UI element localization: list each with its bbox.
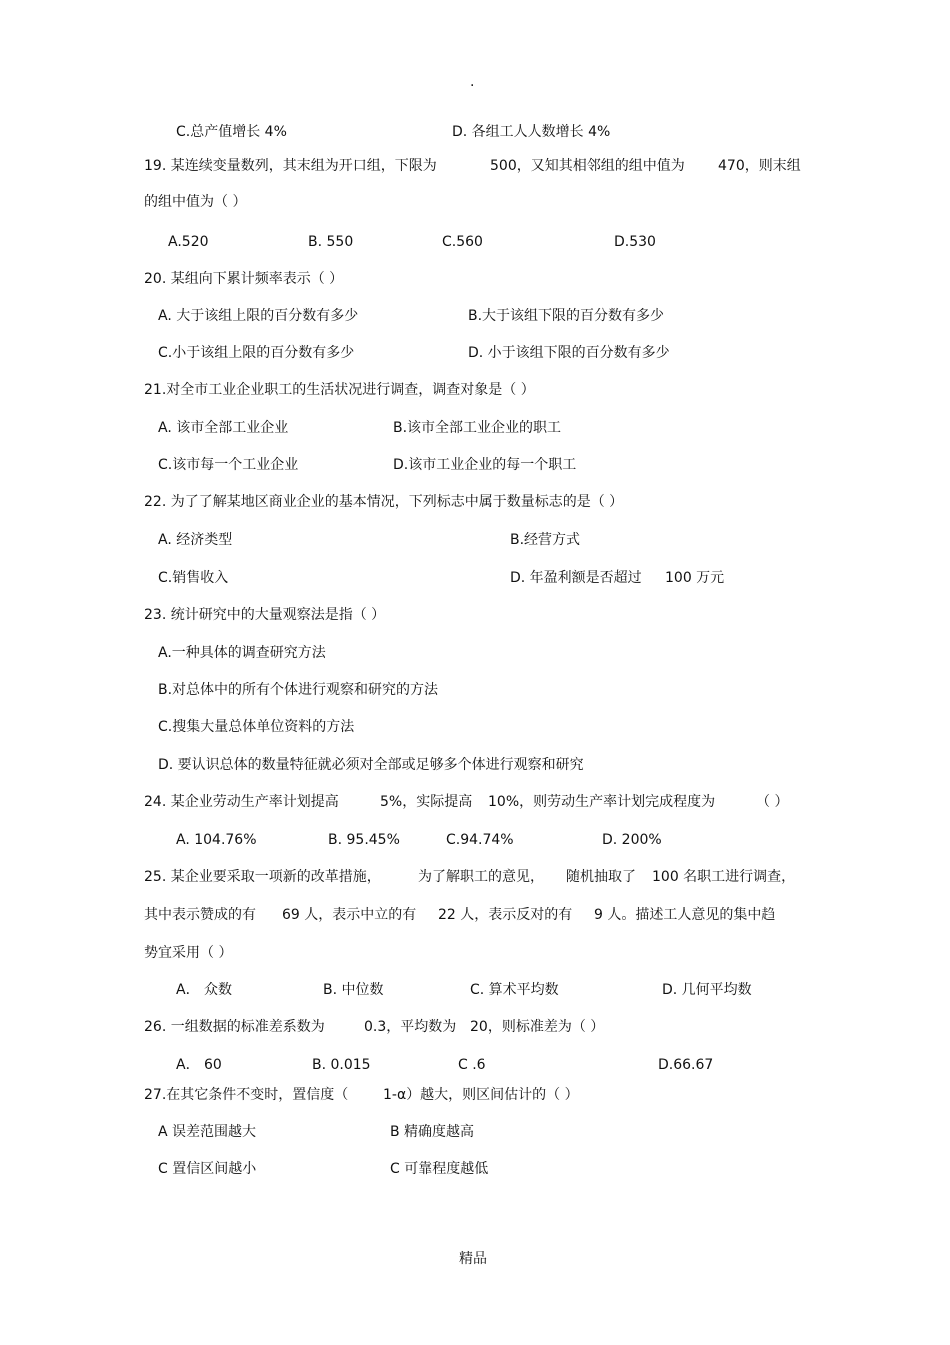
q27-stem-part2: 1-α）越大，则区间估计的（ ）: [383, 1087, 579, 1103]
q25-line1-part3: 随机抽取了: [566, 869, 636, 885]
q24-option-d: D. 200%: [602, 832, 662, 848]
q25-line3: 势宜采用（ ）: [144, 945, 233, 961]
q22-option-b: B.经营方式: [510, 532, 581, 548]
q19-option-b: B. 550: [308, 234, 354, 250]
q27-stem-part1: 27.在其它条件不变时，置信度（: [144, 1087, 349, 1103]
q27-option-b: B 精确度越高: [390, 1124, 475, 1140]
q25-line2-part2: 69 人，表示中立的有: [282, 907, 417, 923]
q19-option-a: A.520: [168, 234, 209, 250]
q20-option-b: B.大于该组下限的百分数有多少: [468, 308, 665, 324]
header-dot: .: [470, 74, 475, 90]
q18-option-c: C.总产值增长 4%: [176, 124, 287, 140]
q26-option-c: C .6: [458, 1057, 486, 1073]
q26-stem-part1: 26. 一组数据的标准差系数为: [144, 1019, 325, 1035]
q25-line1-part2: 为了解职工的意见，: [418, 869, 544, 885]
q19-option-d: D.530: [614, 234, 656, 250]
q25-option-b: B. 中位数: [323, 982, 384, 998]
q20-option-d: D. 小于该组下限的百分数有多少: [468, 345, 670, 361]
q22-option-d-part2: 100 万元: [665, 570, 725, 586]
q23-option-d: D. 要认识总体的数量特征就必须对全部或足够多个体进行观察和研究: [158, 757, 584, 773]
q21-option-d: D.该市工业企业的每一个职工: [393, 457, 577, 473]
q22-option-a: A. 经济类型: [158, 532, 233, 548]
q25-line1-part4: 100 名职工进行调查，: [652, 869, 796, 885]
q26-option-a: A． 60: [176, 1057, 222, 1073]
q25-line2-part1: 其中表示赞成的有: [144, 907, 256, 923]
q24-stem-part3: 10%，则劳动生产率计划完成程度为: [488, 794, 716, 810]
q26-stem-part2: 0.3，平均数为: [364, 1019, 457, 1035]
q21-option-c: C.该市每一个工业企业: [158, 457, 299, 473]
q22-option-d-part1: D. 年盈利额是否超过: [510, 570, 642, 586]
q27-option-a: A 误差范围越大: [158, 1124, 257, 1140]
q25-option-a: A． 众数: [176, 982, 233, 998]
q20-option-c: C.小于该组上限的百分数有多少: [158, 345, 355, 361]
q23-option-a: A.一种具体的调查研究方法: [158, 645, 326, 661]
q24-option-c: C.94.74%: [446, 832, 514, 848]
q19-stem-part3: 470，则末组: [718, 158, 801, 174]
q18-option-d: D. 各组工人人数增长 4%: [452, 124, 611, 140]
q25-option-d: D. 几何平均数: [662, 982, 752, 998]
q19-option-c: C.560: [442, 234, 483, 250]
q26-stem-part3: 20，则标准差为（ ）: [470, 1019, 605, 1035]
q25-option-c: C. 算术平均数: [470, 982, 559, 998]
q21-stem: 21.对全市工业企业职工的生活状况进行调查，调查对象是（ ）: [144, 382, 535, 398]
q24-option-b: B. 95.45%: [328, 832, 400, 848]
q20-option-a: A. 大于该组上限的百分数有多少: [158, 308, 359, 324]
q24-option-a: A. 104.76%: [176, 832, 257, 848]
q25-line2-part4: 9 人。描述工人意见的集中趋: [594, 907, 776, 923]
q24-answer-paren: （ ）: [756, 794, 789, 810]
q27-option-d: C 可靠程度越低: [390, 1161, 489, 1177]
q21-option-a: A. 该市全部工业企业: [158, 420, 289, 436]
footer-label: 精品: [459, 1251, 487, 1267]
q23-option-c: C.搜集大量总体单位资料的方法: [158, 719, 355, 735]
q19-stem-part2: 500，又知其相邻组的组中值为: [490, 158, 685, 174]
q19-stem-line2: 的组中值为（ ）: [144, 194, 247, 210]
q24-stem-part1: 24. 某企业劳动生产率计划提高: [144, 794, 339, 810]
q26-option-d: D.66.67: [658, 1057, 714, 1073]
q23-option-b: B.对总体中的所有个体进行观察和研究的方法: [158, 682, 439, 698]
q22-stem: 22. 为了了解某地区商业企业的基本情况，下列标志中属于数量标志的是（ ）: [144, 494, 624, 510]
q25-line1-part1: 25. 某企业要采取一项新的改革措施，: [144, 869, 381, 885]
q26-option-b: B. 0.015: [312, 1057, 371, 1073]
q22-option-c: C.销售收入: [158, 570, 229, 586]
q20-stem: 20. 某组向下累计频率表示（ ）: [144, 271, 344, 287]
q19-stem-part1: 19. 某连续变量数列，其末组为开口组，下限为: [144, 158, 437, 174]
q25-line2-part3: 22 人，表示反对的有: [438, 907, 573, 923]
q27-option-c: C 置信区间越小: [158, 1161, 257, 1177]
q23-stem: 23. 统计研究中的大量观察法是指（ ）: [144, 607, 386, 623]
q21-option-b: B.该市全部工业企业的职工: [393, 420, 562, 436]
q24-stem-part2: 5%，实际提高: [380, 794, 473, 810]
